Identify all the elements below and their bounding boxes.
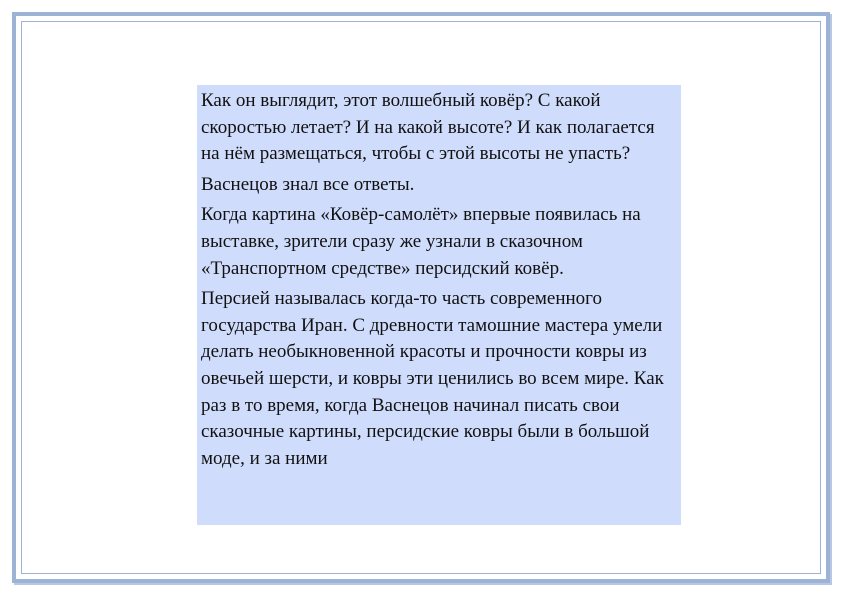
paragraph-persia: Персией называлась когда-то часть современного государства Иран. С древности тамошние мастера умели делать необыкновенной красоты и прочности ковры из овечьей шерсти, и ковры эти ценились во всем мире. Как раз в то время, когда Васнецов начинал писать свои сказочные картины, персидские ковры были в большой моде, и за ними bbox=[201, 288, 664, 469]
text-block bbox=[197, 85, 681, 525]
paragraph-answers: Васнецов знал все ответы. bbox=[201, 173, 415, 195]
paragraph-questions: Как он выглядит, этот волшебный ковёр? С какой скоростью летает? И на какой высоте? И как полагается на нём размещаться, чтобы с этой высоты не упасть? bbox=[201, 90, 655, 165]
paragraph-exhibition: Когда картина «Ковёр-самолёт» впервые появилась на выставке, зрители сразу же узнали в сказочном «Транспортном средстве» персидский ковёр. bbox=[201, 204, 641, 279]
